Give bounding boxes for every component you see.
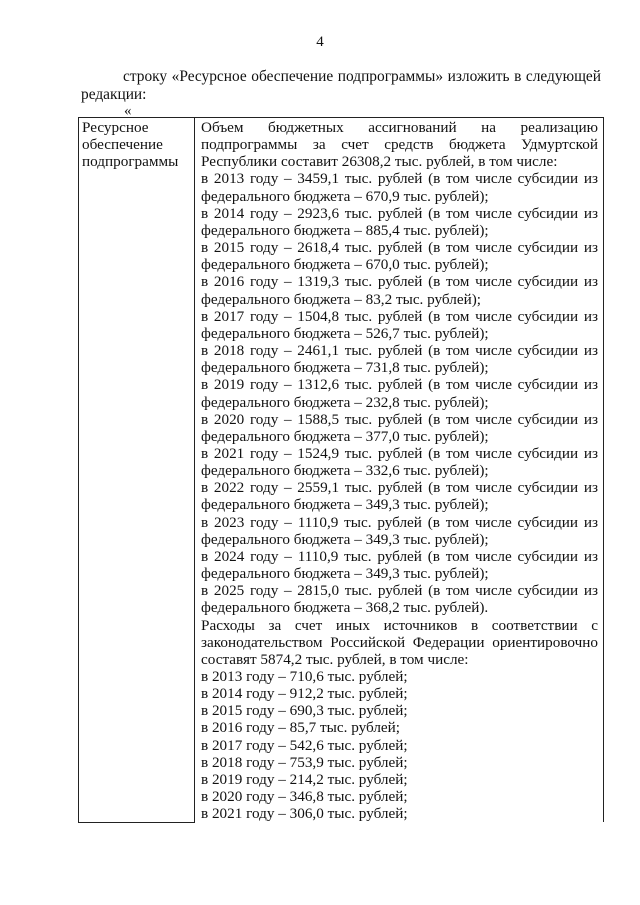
content-line: федерального бюджета – 377,0 тыс. рублей); [201,427,489,445]
content-line: составят 5874,2 тыс. рублей, в том числе: [201,650,469,668]
table-row [79,118,604,823]
content-line: в 2019 году – 214,2 тыс. рублей; [201,770,408,788]
content-line: в 2021 году – 306,0 тыс. рублей; [201,805,408,823]
content-line: федерального бюджета – 526,7 тыс. рублей); [201,324,489,342]
content-line: федерального бюджета – 731,8 тыс. рублей); [201,359,489,377]
content-line: в 2022 году – 2559,1 тыс. рублей (в том числе субсидии из [201,479,598,497]
content-line: в 2017 году – 1504,8 тыс. рублей (в том числе субсидии из [201,307,598,325]
page-number: 4 [316,34,324,50]
content-line: в 2018 году – 753,9 тыс. рублей; [201,753,408,771]
row-content-cell [195,118,604,823]
content-line: Расходы за счет иных источников в соответствии с [201,616,598,634]
content-line: в 2021 году – 1524,9 тыс. рублей (в том числе субсидии из [201,444,598,462]
content-line: в 2023 году – 1110,9 тыс. рублей (в том числе субсидии из [201,513,598,531]
resource-table [78,117,604,823]
open-quote-mark: « [124,103,132,119]
content-line: в 2024 году – 1110,9 тыс. рублей (в том числе субсидии из [201,547,598,565]
content-line: федерального бюджета – 885,4 тыс. рублей); [201,221,489,239]
row-label-cell [79,118,195,823]
content-line: в 2016 году – 1319,3 тыс. рублей (в том числе субсидии из [201,273,598,291]
content-line: в 2018 году – 2461,1 тыс. рублей (в том числе субсидии из [201,342,598,360]
row-label-line: Ресурсное [82,119,149,136]
content-line: в 2014 году – 912,2 тыс. рублей; [201,685,408,703]
content-line: в 2013 году – 710,6 тыс. рублей; [201,668,408,685]
content-line: законодательством Российской Федерации ориентировочно [201,633,598,651]
content-line: в 2020 году – 1588,5 тыс. рублей (в том числе субсидии из [201,410,598,428]
content-line: федерального бюджета – 83,2 тыс. рублей); [201,290,482,308]
content-line: Республики составит 26308,2 тыс. рублей, в том числе: [201,153,558,171]
content-line: в 2015 году – 2618,4 тыс. рублей (в том числе субсидии из [201,239,598,257]
content-line: федерального бюджета – 349,3 тыс. рублей); [201,496,489,514]
content-line: федерального бюджета – 670,0 тыс. рублей); [201,256,489,274]
content-line: федерального бюджета – 332,6 тыс. рублей); [201,462,489,480]
content-line: в 2019 году – 1312,6 тыс. рублей (в том числе субсидии из [201,376,598,394]
row-label-line: подпрограммы [82,153,179,171]
intro-paragraph: строку «Ресурсное обеспечение подпрограммы» изложить в следующей редакции: [81,68,601,103]
content-line: федерального бюджета – 232,8 тыс. рублей); [201,393,489,411]
content-line: в 2025 году – 2815,0 тыс. рублей (в том числе субсидии из [201,582,598,600]
content-line: в 2020 году – 346,8 тыс. рублей; [201,788,408,806]
content-line: федерального бюджета – 349,3 тыс. рублей); [201,530,489,548]
content-line: в 2015 году – 690,3 тыс. рублей; [201,702,408,720]
content-line: федерального бюджета – 349,3 тыс. рублей); [201,565,489,583]
row-label-line: обеспечение [82,136,163,154]
content-line: в 2014 году – 2923,6 тыс. рублей (в том числе субсидии из [201,204,598,222]
content-line: федерального бюджета – 670,9 тыс. рублей); [201,187,489,205]
content-line: Объем бюджетных ассигнований на реализацию [201,119,598,136]
content-line: федерального бюджета – 368,2 тыс. рублей). [201,599,489,617]
content-line: в 2017 году – 542,6 тыс. рублей; [201,736,408,754]
content-line: в 2016 году – 85,7 тыс. рублей; [201,719,401,737]
content-line: в 2013 году – 3459,1 тыс. рублей (в том числе субсидии из [201,170,598,188]
content-line: подпрограммы за счет средств бюджета Удмуртской [201,136,598,154]
